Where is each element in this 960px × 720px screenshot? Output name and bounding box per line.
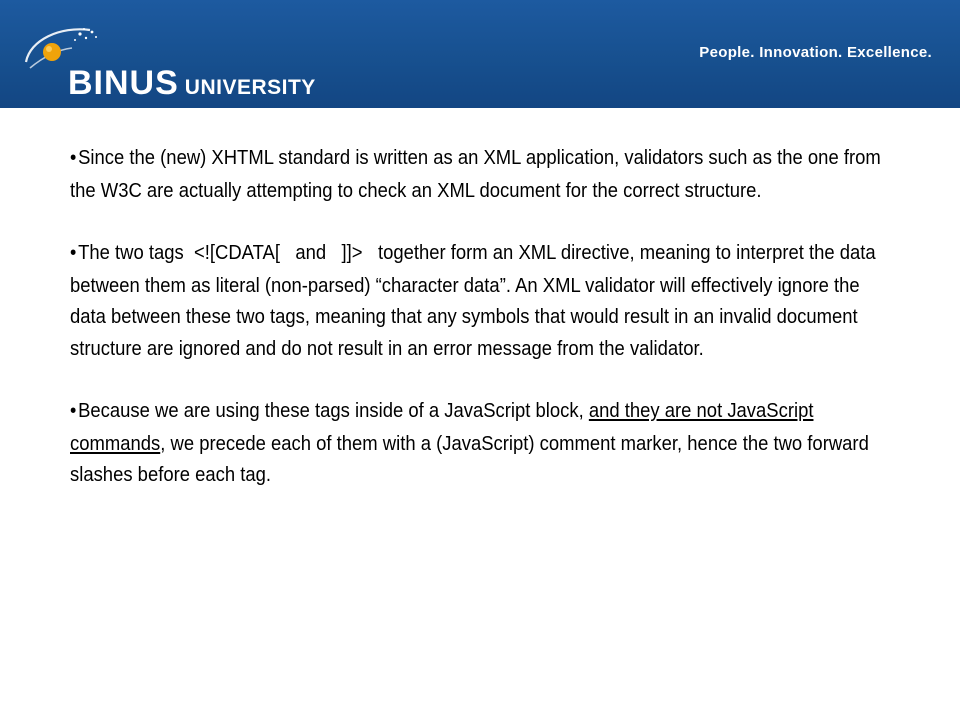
paragraph-text-part2: , we precede each of them with a (JavaScript) comment marker, hence the two forward slashes before each tag. bbox=[70, 431, 869, 486]
slide-body bbox=[70, 142, 890, 491]
bullet: • bbox=[70, 242, 77, 264]
paragraph-text-part2: together form an XML directive, meaning to interpret the data between them as literal (non-parsed) “character data”. An XML validator will effectively ignore the data between these two tags, meaning that any symbols that would result in an invalid document structure are ignored and do not result in an error message from the validator. bbox=[70, 241, 876, 360]
paragraph-xhtml-standard bbox=[70, 142, 890, 206]
paragraph-text-part1: The two tags bbox=[78, 241, 189, 264]
logo-binus-text: BINUS bbox=[68, 64, 179, 102]
tagline: People. Innovation. Excellence. bbox=[699, 44, 932, 61]
underlined-phrase: and they are not JavaScript commands bbox=[70, 399, 814, 455]
cdata-open-tag: <![CDATA[ bbox=[194, 241, 280, 264]
bullet: • bbox=[70, 147, 77, 169]
bullet: • bbox=[70, 400, 77, 422]
paragraph-text: Since the (new) XHTML standard is written as an XML application, validators such as the one from the W3C are actually attempting to check an XML document for the correct structure. bbox=[70, 146, 881, 202]
paragraph-cdata-tags bbox=[70, 237, 890, 364]
cdata-close-tag: ]]> bbox=[341, 241, 363, 264]
header-band bbox=[0, 0, 960, 108]
logo-university-text: UNIVERSITY bbox=[184, 76, 316, 99]
paragraph-javascript-comments bbox=[70, 395, 890, 491]
paragraph-text-part1: Because we are using these tags inside of a JavaScript block, bbox=[78, 399, 589, 422]
and-word: and bbox=[295, 241, 327, 264]
logo-wordmark bbox=[68, 64, 316, 103]
binus-logo bbox=[20, 18, 316, 102]
